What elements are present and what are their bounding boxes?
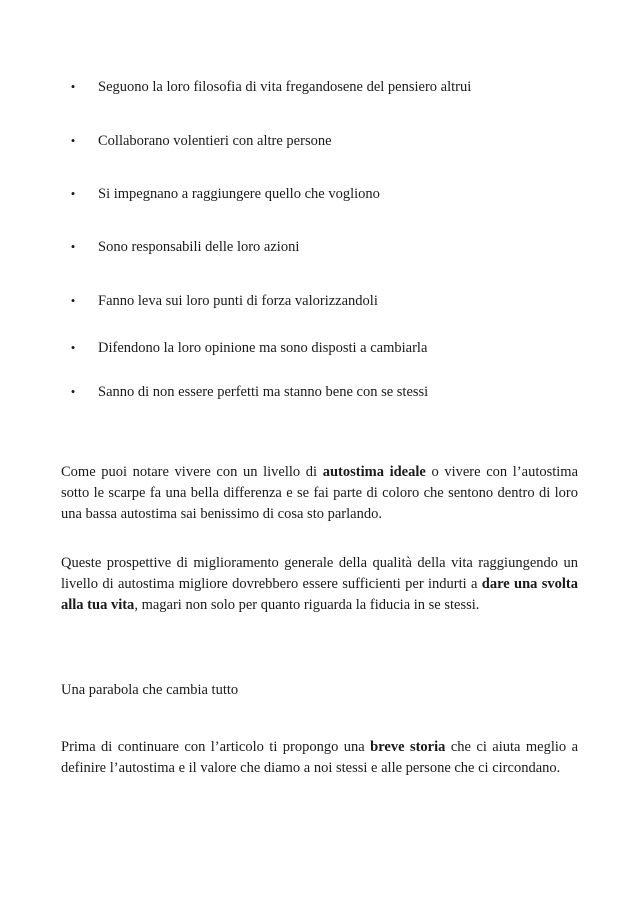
list-item-text: Si impegnano a raggiungere quello che vogliono bbox=[98, 186, 380, 202]
list-item bbox=[0, 131, 638, 151]
paragraph-breve-storia bbox=[61, 737, 578, 779]
bold-phrase-dare-una-svolta: dare una svolta alla tua vita bbox=[61, 576, 578, 613]
list-item-text: Seguono la loro filosofia di vita fregandosene del pensiero altrui bbox=[98, 79, 472, 95]
list-item bbox=[0, 237, 638, 257]
bold-phrase-breve-storia: breve storia bbox=[370, 739, 446, 755]
bullet-icon: • bbox=[70, 384, 76, 399]
paragraph-text: o vivere con l’autostima sotto le scarpe fa una bella differenza e se fai parte di coloro che sentono dentro di loro una bassa autostima sai benissimo di cosa sto parlando. bbox=[61, 464, 579, 522]
list-item bbox=[0, 382, 638, 402]
section-heading: Una parabola che cambia tutto bbox=[61, 682, 239, 698]
bullet-icon: • bbox=[70, 186, 76, 201]
list-item-text: Fanno leva sui loro punti di forza valorizzandoli bbox=[98, 293, 378, 309]
paragraph-prospettive bbox=[61, 553, 578, 616]
list-item-text: Sanno di non essere perfetti ma stanno bene con se stessi bbox=[98, 384, 429, 400]
paragraph-text: Queste prospettive di miglioramento generale della qualità della vita raggiungendo un livello di autostima migliore dovrebbero essere sufficienti per indurti a bbox=[61, 555, 578, 592]
list-item bbox=[0, 291, 638, 311]
bold-phrase-autostima-ideale: autostima ideale bbox=[322, 464, 426, 480]
bullet-icon: • bbox=[70, 239, 76, 254]
list-item bbox=[0, 338, 638, 358]
list-item-text: Collaborano volentieri con altre persone bbox=[98, 133, 332, 149]
bullet-icon: • bbox=[70, 79, 76, 94]
paragraph-text: Prima di continuare con l’articolo ti propongo una bbox=[61, 739, 371, 755]
bullet-icon: • bbox=[70, 133, 76, 148]
list-item bbox=[0, 77, 638, 97]
bullet-icon: • bbox=[70, 293, 76, 308]
paragraph-text: Come puoi notare vivere con un livello di bbox=[61, 464, 323, 480]
paragraph-text: , magari non solo per quanto riguarda la fiducia in se stessi. bbox=[134, 597, 480, 613]
list-item-text: Sono responsabili delle loro azioni bbox=[98, 239, 300, 255]
bullet-icon: • bbox=[70, 340, 76, 355]
list-item-text: Difendono la loro opinione ma sono disposti a cambiarla bbox=[98, 340, 428, 356]
paragraph-autostima-ideale bbox=[61, 462, 578, 525]
list-item bbox=[0, 184, 638, 204]
paragraph-text: che ci aiuta meglio a definire l’autostima e il valore che diamo a noi stessi e alle persone che ci circondano. bbox=[61, 739, 579, 776]
